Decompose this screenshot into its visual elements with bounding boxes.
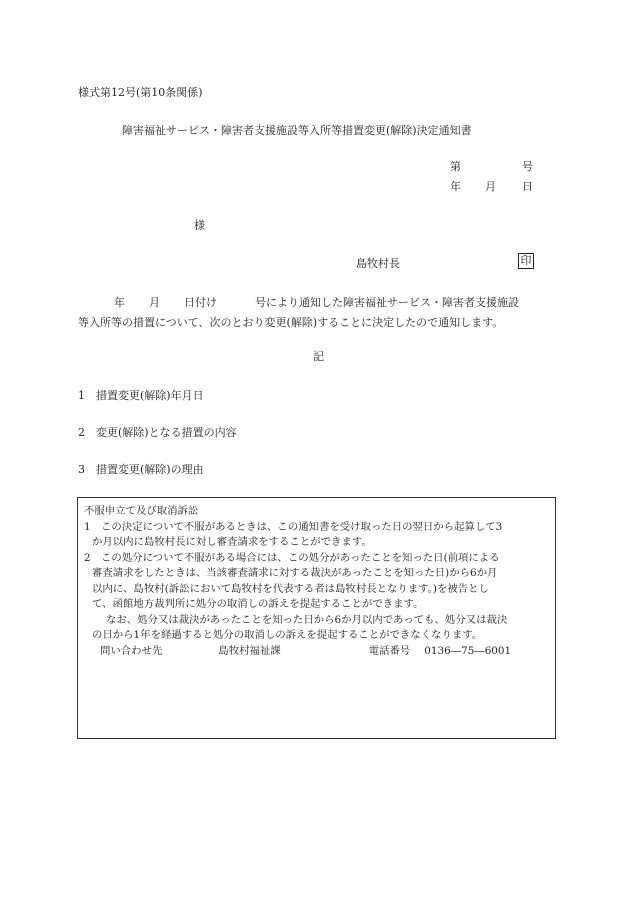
contact-office: 島牧村福祉課: [218, 644, 281, 657]
date-day: 日: [522, 180, 533, 193]
notice-para2-line2: 審査請求をしたときは、当該審査請求に対する裁決があったことを知った日)から6か月: [92, 567, 498, 579]
item-label: 措置変更(解除)の理由: [96, 463, 204, 476]
item-number: 3: [78, 463, 85, 476]
appeal-notice-box: [77, 497, 556, 739]
date-month: 月: [485, 180, 496, 193]
document-title: 障害福祉サービス・障害者支援施設等入所等措置変更(解除)決定通知書: [122, 124, 472, 137]
seal-mark: 印: [518, 253, 534, 269]
item-number: 2: [78, 426, 85, 439]
phone-label: 電話番号: [368, 644, 411, 657]
number-suffix: 号: [522, 160, 533, 173]
notice-para3-line1: なお、処分又は裁決があったことを知った日から6か月以内であっても、処分又は裁決: [106, 613, 508, 626]
item-3: [78, 463, 204, 477]
notice-para1-line1: 1 この決定について不服があるときは、この通知書を受け取った日の翌日から起算して3: [84, 520, 503, 533]
item-1: [78, 389, 204, 403]
item-label: 措置変更(解除)年月日: [96, 389, 204, 402]
phone-number: 0136―75―6001: [424, 644, 512, 657]
issuer-name: 島牧村長: [356, 257, 400, 270]
notice-para2-line3: 以内に、島牧村(訴訟において島牧村を代表する者は島牧村長となります。)を被告とし: [92, 582, 489, 595]
notice-para3-line2: の日から1年を経過すると処分の取消しの訴えを提起することができなくなります。: [92, 629, 483, 641]
notice-para2-line4: て、函館地方裁判所に処分の取消しの訴えを提起することができます。: [92, 598, 424, 610]
body-line-2: 等入所等の措置について、次のとおり変更(解除)することに決定したので通知します。: [78, 316, 504, 329]
item-number: 1: [78, 389, 85, 402]
contact-line: [84, 644, 549, 660]
ki-heading: 記: [313, 350, 324, 363]
addressee-suffix: 様: [194, 219, 205, 232]
body-year: 年: [114, 296, 125, 309]
notice-para1-line2: か月以内に島牧村長に対し審査請求をすることができます。: [92, 536, 372, 548]
body-day-attach: 日付け: [184, 296, 217, 309]
item-label: 変更(解除)となる措置の内容: [96, 426, 237, 439]
item-2: [78, 426, 237, 440]
contact-label: 問い合わせ先: [100, 644, 163, 657]
notice-para2-line1: 2 この処分について不服がある場合には、この処分があったことを知った日(前項による: [84, 551, 500, 564]
notice-heading: 不服申立て及び取消訴訟: [84, 505, 199, 517]
number-prefix: 第: [450, 160, 461, 173]
body-month: 月: [149, 296, 160, 309]
body-line-1-rest: 号により通知した障害福祉サービス・障害者支援施設: [255, 296, 519, 309]
date-year: 年: [450, 180, 461, 193]
form-number: 様式第12号(第10条関係): [78, 86, 203, 99]
body-paragraph: [78, 293, 558, 333]
body-line-1: [78, 293, 558, 313]
